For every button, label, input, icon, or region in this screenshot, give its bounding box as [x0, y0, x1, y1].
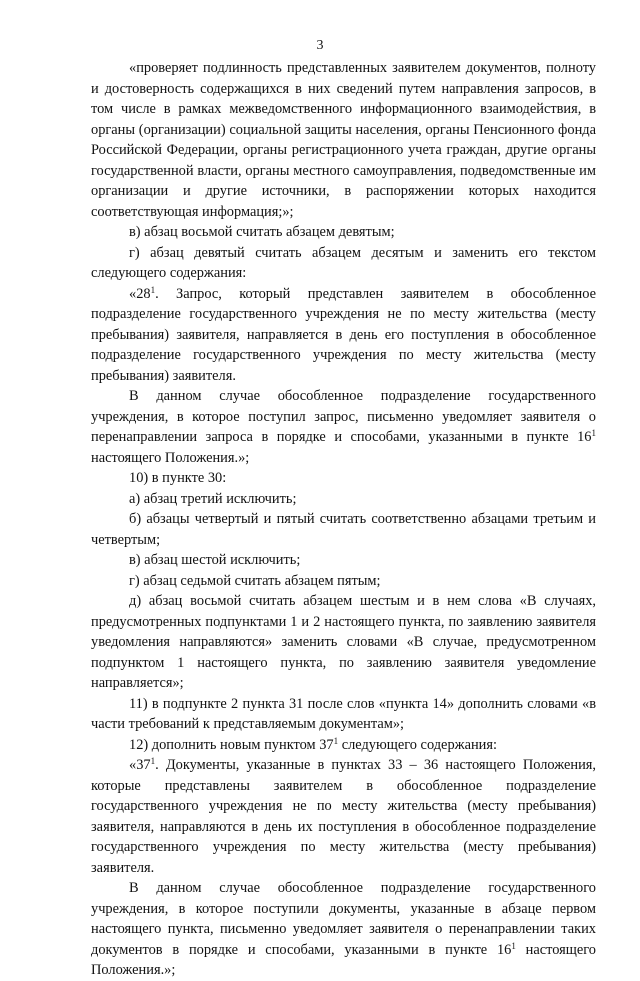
paragraph: в) абзац шестой исключить;: [129, 552, 301, 568]
paragraph: б) абзацы четвертый и пятый считать соответственно абзацами третьим и четвертым;: [91, 511, 596, 548]
paragraph: 10) в пункте 30:: [129, 470, 227, 486]
paragraph: В данном случае обособленное подразделение государственного учреждения, в которое поступил запрос, письменно уведомляет заявителя о перенаправлении запроса в порядке и способами, указанными в пункте $16^1$ настоящего Положения.»;: [91, 388, 596, 466]
paragraph: «проверяет подлинность представленных заявителем документов, полноту и достоверность содержащихся в них сведений путем направления запросов, в том числе в рамках межведомственного информационного взаимодействия, в органы (организации) социальной защиты населения, органы Пенсионного фонда Российской Федерации, органы регистрационного учета граждан, другие органы государственной власти, органы местного самоуправления, подведомственные им организации и другие источники, в распоряжении которых находится соответствующая информация;»;: [91, 60, 596, 220]
superscript: 1: [150, 756, 156, 766]
paragraph: д) абзац восьмой считать абзацем шестым и в нем слова «В случаях, предусмотренных подпунктами 1 и 2 настоящего пункта, по заявлению заявителя уведомления направляются» заменить словами «В случае, предусмотренном подпунктом 1 настоящего пункта, по заявлению заявителя уведомление направляется»;: [91, 593, 596, 691]
page-number: 3: [316, 38, 324, 53]
paragraph: 12) дополнить новым пунктом $37^1$ следующего содержания:: [129, 735, 497, 753]
paragraph: в) абзац восьмой считать абзацем девятым;: [129, 224, 395, 240]
superscript: 1: [150, 284, 156, 295]
paragraph: «$37^1$. Документы, указанные в пунктах 33 – 36 настоящего Положения, которые представлены заявителем в обособленное подразделение государственного учреждения не по месту жительства (месту пребывания) заявителя, направляются в день их поступления в обособленное подразделение государственного учреждения по месту жительства (месту пребывания) заявителя.: [91, 756, 596, 876]
paragraph: В данном случае обособленное подразделение государственного учреждения, в которое поступили документы, указанные в абзаце первом настоящего пункта, письменно уведомляет заявителя о перенаправлении таких документов в порядке и способами, указанными в пункте $16^1$ настоящего Положения.»;: [91, 880, 596, 978]
document-body: [91, 58, 596, 981]
paragraph: «$28^1$. Запрос, который представлен заявителем в обособленное подразделение государственного учреждения не по месту жительства (месту пребывания) заявителя, направляется в день его поступления в обособленное подразделение государственного учреждения по месту жительства (месту пребывания) заявителя.: [91, 284, 596, 384]
paragraph: 11) в подпункте 2 пункта 31 после слов «пункта 14» дополнить словами «в части требований к представляемым документам»;: [91, 695, 596, 732]
superscript: 1: [511, 940, 516, 951]
paragraph: а) абзац третий исключить;: [129, 490, 297, 507]
paragraph: г) абзац седьмой считать абзацем пятым;: [129, 572, 381, 589]
superscript: 1: [333, 735, 339, 746]
paragraph: г) абзац девятый считать абзацем десятым и заменить его текстом следующего содержания:: [91, 244, 596, 281]
superscript: 1: [591, 428, 596, 438]
